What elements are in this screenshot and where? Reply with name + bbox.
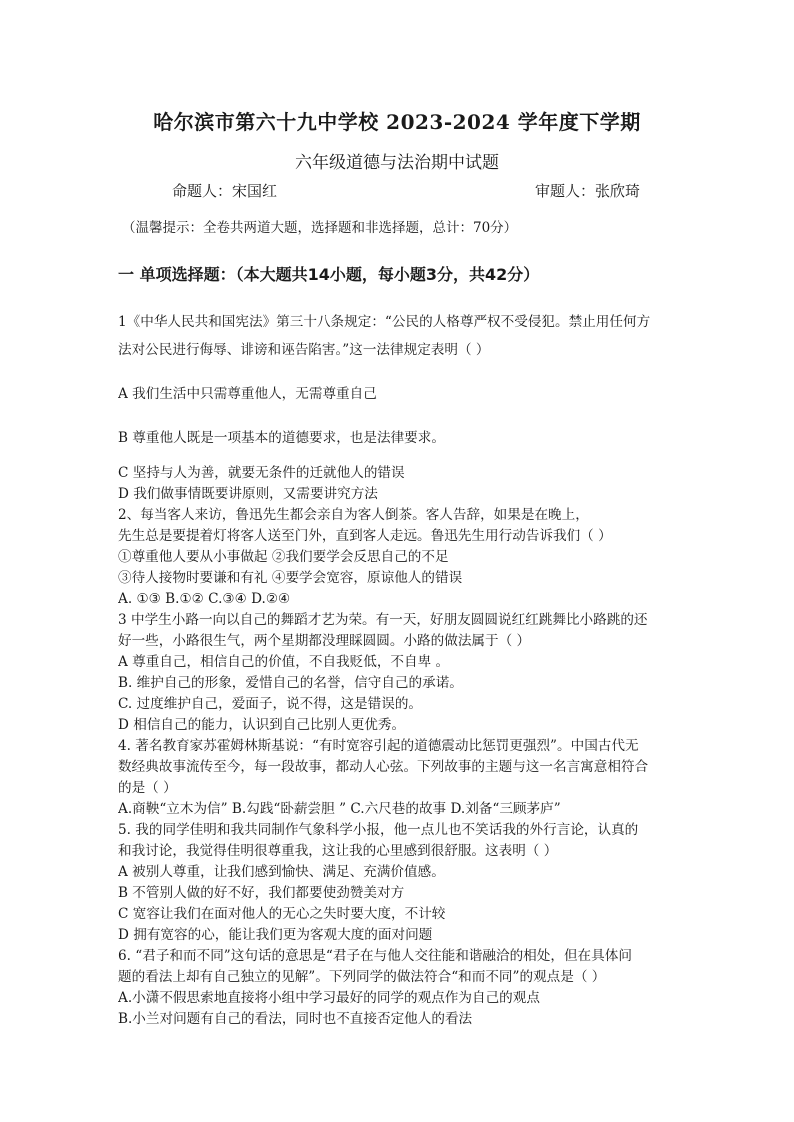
exam-title: 哈尔滨市第六十九中学校 2023-2024 学年度下学期	[153, 110, 641, 134]
question-author: 命题人：宋国红	[172, 182, 278, 200]
option-text: A 我们生活中只需尊重他人，无需尊重自己	[118, 386, 377, 402]
option-text: C 宽容让我们在面对他人的无心之失时要大度，不计较	[118, 906, 446, 922]
answer-choices: A.商鞅“立木为信” B.勾践“卧薪尝胆 ” C.六尺巷的故事 D.刘备“三顾茅庐”	[118, 801, 561, 817]
option-text: C. 过度维护自己，爱面子，说不得，这是错误的。	[118, 696, 423, 712]
question-text: 数经典故事流传至今，每一段故事，都动人心弦。下列故事的主题与这一名言寓意相符合	[118, 759, 649, 775]
question-text: 4. 著名教育家苏霍姆林斯基说：“有时宽容引起的道德震动比惩罚更强烈”。中国古代无	[118, 738, 639, 754]
option-text: ③待人接物时要谦和有礼 ④要学会宽容，原谅他人的错误	[118, 570, 463, 586]
option-text: A 被别人尊重，让我们感到愉快、满足、充满价值感。	[118, 864, 445, 880]
option-text: A 尊重自己，相信自己的价值，不自我贬低，不自卑 。	[118, 654, 450, 670]
option-text: ①尊重他人要从小事做起 ②我们要学会反思自己的不足	[118, 549, 449, 565]
option-text: B.小兰对问题有自己的看法，同时也不直接否定他人的看法	[118, 1011, 473, 1027]
option-text: B 不管别人做的好不好，我们都要使劲赞美对方	[118, 885, 405, 901]
question-text: 和我讨论，我觉得佳明很尊重我，这让我的心里感到很舒服。这表明（ ）	[118, 843, 558, 859]
option-text: D 相信自己的能力，认识到自己比别人更优秀。	[118, 717, 406, 733]
question-text: 先生总是要提着灯将客人送至门外，直到客人走远。鲁迅先生用行动告诉我们（ ）	[118, 528, 612, 544]
option-text: A.小潇不假思索地直接将小组中学习最好的同学的观点作为自己的观点	[118, 990, 540, 1006]
exam-subtitle: 六年级道德与法治期中试题	[295, 153, 499, 173]
option-text: D 拥有宽容的心，能让我们更为客观大度的面对问题	[118, 927, 433, 943]
question-text: 好一些，小路很生气，两个星期都没理睬圆圆。小路的做法属于（ ）	[118, 633, 531, 649]
question-text: 1《中华人民共和国宪法》第三十八条规定：“公民的人格尊严权不受侵犯。禁止用任何方	[118, 314, 651, 330]
section-heading: 一 单项选择题：（本大题共14小题，每小题3分，共42分）	[118, 265, 540, 284]
option-text: C 坚持与人为善，就要无条件的迁就他人的错误	[118, 465, 405, 481]
option-text: B. 维护自己的形象，爱惜自己的名誉，信守自己的承诺。	[118, 675, 463, 691]
question-text: 5. 我的同学佳明和我共同制作气象科学小报，他一点儿也不笑话我的外行言论，认真的	[118, 822, 639, 838]
option-text: D 我们做事情既要讲原则，又需要讲究方法	[118, 486, 378, 502]
question-text: 法对公民进行侮辱、诽谤和诬告陷害。”这一法律规定表明（ ）	[118, 342, 490, 358]
question-text: 3 中学生小路一向以自己的舞蹈才艺为荣。有一天，好朋友圆圆说红红跳舞比小路跳的还	[118, 612, 648, 628]
question-text: 题的看法上却有自己独立的见解”。下列同学的做法符合“和而不同”的观点是（ ）	[118, 969, 606, 985]
question-text: 6. “君子和而不同”这句话的意思是“君子在与他人交往能和谐融洽的相处，但在具体问	[118, 948, 632, 964]
answer-choices: A. ①③ B.①② C.③④ D.②④	[118, 591, 291, 607]
question-text: 2、每当客人来访，鲁迅先生都会亲自为客人倒茶。客人告辞，如果是在晚上，	[118, 507, 589, 523]
question-reviewer: 审题人：张欣琦	[535, 182, 641, 200]
question-text: 的是（ ）	[118, 780, 177, 796]
option-text: B 尊重他人既是一项基本的道德要求，也是法律要求。	[118, 430, 445, 446]
exam-tip: （温馨提示：全卷共两道大题，选择题和非选择题，总计：70分）	[122, 220, 518, 236]
